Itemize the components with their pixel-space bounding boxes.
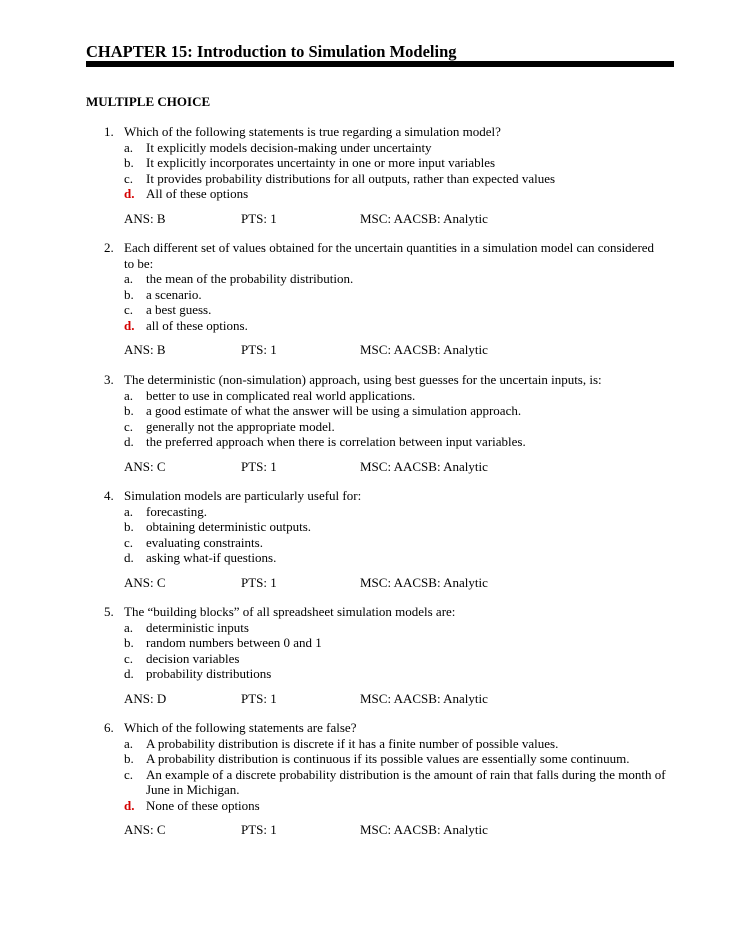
option-text: better to use in complicated real world applications. [146,387,416,403]
option-text: None of these options [146,797,260,813]
option-c [86,302,666,318]
question-2 [86,240,666,358]
option-c [86,535,666,551]
question-number: 3. [104,372,114,387]
answer-row [86,822,666,838]
option-text: random numbers between 0 and 1 [146,635,322,650]
answer-label: ANS: C [124,822,166,837]
option-letter: b. [124,635,134,650]
points-label: PTS: 1 [241,458,277,474]
option-b [86,287,666,303]
option-text: probability distributions [146,666,272,681]
option-text: deterministic inputs [146,619,249,635]
title-rule [86,61,674,67]
option-letter: a. [124,387,134,403]
question-number: 2. [104,240,114,255]
option-b [86,751,666,767]
question-text: Simulation models are particularly useful for: [124,488,362,503]
option-letter: d. [124,666,134,681]
option-b [86,155,666,171]
option-letter: a. [124,735,134,751]
question-stem [86,720,666,736]
question-3 [86,372,666,474]
option-text: decision variables [146,650,240,666]
option-b [86,403,666,419]
answer-label: ANS: C [124,574,166,590]
option-letter-highlighted: d. [124,186,135,201]
option-d [86,434,666,450]
points-label: PTS: 1 [241,210,277,226]
question-text: The “building blocks” of all spreadsheet simulation models are: [124,604,456,619]
question-1 [86,124,666,226]
option-text: obtaining deterministic outputs. [146,519,312,534]
question-number: 4. [104,488,114,503]
option-letter: c. [124,534,134,550]
question-number: 5. [104,604,114,619]
option-d [86,318,666,334]
option-a [86,271,666,287]
section-heading: MULTIPLE CHOICE [86,94,211,109]
msc-label: MSC: AACSB: Analytic [360,210,488,226]
option-text: a good estimate of what the answer will be using a simulation approach. [146,403,522,418]
option-b [86,635,666,651]
msc-label: MSC: AACSB: Analytic [360,342,488,357]
question-stem [86,488,666,504]
answer-row [86,575,666,591]
option-text: the preferred approach when there is correlation between input variables. [146,434,526,449]
question-4 [86,488,666,590]
msc-label: MSC: AACSB: Analytic [360,574,488,590]
answer-label: ANS: B [124,342,166,357]
option-text: a best guess. [146,302,212,317]
option-text: An example of a discrete probability distribution is the amount of rain that falls during the month of June in Michigan. [146,766,666,797]
option-text: It explicitly incorporates uncertainty in one or more input variables [146,155,496,170]
option-letter: a. [124,271,134,286]
option-a [86,620,666,636]
option-a [86,504,666,520]
option-d [86,798,666,814]
msc-label: MSC: AACSB: Analytic [360,822,488,837]
question-6 [86,720,666,838]
option-text: asking what-if questions. [146,550,277,565]
option-c [86,767,666,798]
question-5 [86,604,666,706]
option-letter: b. [124,751,134,766]
option-c [86,651,666,667]
option-letter: c. [124,302,134,317]
option-b [86,519,666,535]
option-letter-highlighted: d. [124,797,135,813]
question-number: 6. [104,720,114,735]
question-stem [86,240,666,271]
option-a [86,140,666,156]
option-letter: a. [124,619,134,635]
option-d [86,186,666,202]
question-text: Which of the following statements is true regarding a simulation model? [124,124,501,139]
points-label: PTS: 1 [241,574,277,590]
option-text: All of these options [146,186,249,201]
points-label: PTS: 1 [241,822,277,837]
option-letter: c. [124,170,134,186]
option-letter: c. [124,418,134,434]
points-label: PTS: 1 [241,690,277,706]
option-d [86,666,666,682]
option-a [86,736,666,752]
question-stem [86,124,666,140]
question-number: 1. [104,124,114,139]
question-text: Which of the following statements are false? [124,720,357,735]
option-text: a scenario. [146,286,202,302]
option-a [86,388,666,404]
answer-label: ANS: C [124,458,166,474]
option-c [86,419,666,435]
question-text: The deterministic (non-simulation) approach, using best guesses for the uncertain inputs, is: [124,372,602,387]
option-letter: b. [124,155,134,170]
option-letter-highlighted: d. [124,317,135,333]
answer-row [86,459,666,475]
question-stem [86,604,666,620]
msc-label: MSC: AACSB: Analytic [360,458,488,474]
option-text: It provides probability distributions for all outputs, rather than expected values [146,170,556,186]
option-text: all of these options. [146,317,248,333]
option-letter: b. [124,519,134,534]
option-d [86,550,666,566]
question-text: Each different set of values obtained for the uncertain quantities in a simulation model can considered to be: [124,240,655,271]
answer-label: ANS: B [124,210,166,226]
msc-label: MSC: AACSB: Analytic [360,690,488,706]
option-text: evaluating constraints. [146,534,263,550]
option-letter: c. [124,650,134,666]
option-letter: a. [124,503,134,519]
option-letter: b. [124,403,134,418]
answer-label: ANS: D [124,690,167,706]
option-text: the mean of the probability distribution. [146,271,354,286]
option-letter: d. [124,550,134,565]
points-label: PTS: 1 [241,342,277,357]
answer-row [86,211,666,227]
option-text: A probability distribution is continuous if its possible values are essentially some continuum. [146,751,630,766]
question-stem [86,372,666,388]
option-text: A probability distribution is discrete if it has a finite number of possible values. [146,735,559,751]
option-c [86,171,666,187]
option-text: It explicitly models decision-making under uncertainty [146,139,432,155]
answer-row [86,691,666,707]
chapter-title: CHAPTER 15: Introduction to Simulation Modeling [86,42,457,61]
option-text: forecasting. [146,503,208,519]
option-text: generally not the appropriate model. [146,418,335,434]
option-letter: c. [124,766,134,782]
option-letter: a. [124,139,134,155]
option-letter: d. [124,434,134,449]
answer-row [86,342,666,358]
option-letter: b. [124,286,134,302]
